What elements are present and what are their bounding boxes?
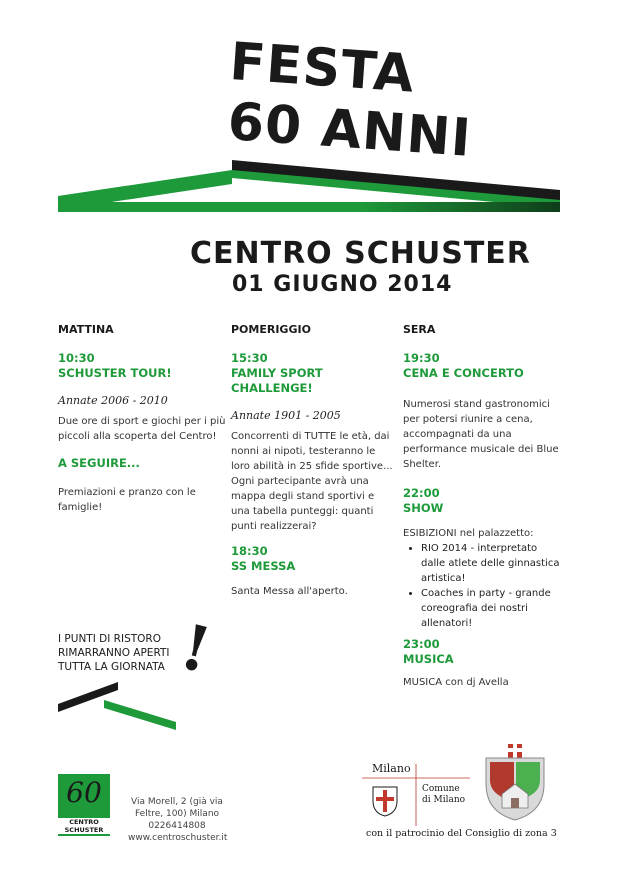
- comune-line: Comune: [422, 784, 460, 794]
- column-sera: [403, 322, 563, 690]
- event-time: 23:00: [403, 637, 440, 651]
- venue-name: CENTRO SCHUSTER: [190, 236, 531, 271]
- exclamation-mark: !: [173, 609, 218, 688]
- event-description: Due ore di sport e giochi per i più piccoli alla scoperta del Centro!: [58, 416, 226, 442]
- phone-number: 0226414808: [148, 821, 206, 831]
- age-range: Annate 1901 - 2005: [231, 409, 341, 422]
- roof-base: [58, 202, 560, 212]
- logo-number: 60: [66, 776, 102, 809]
- event-title: A SEGUIRE...: [58, 456, 140, 470]
- list-item: • RIO 2014 - interpretato dalle atlete delle ginnastica artistica!: [421, 541, 563, 586]
- column-pomeriggio: [231, 322, 396, 599]
- website-link[interactable]: www.centroschuster.it: [128, 833, 228, 843]
- logo-text: [58, 818, 110, 834]
- event-title: MUSICA: [403, 652, 454, 666]
- patrocinio-text: con il patrocinio del Consiglio di zona 3: [366, 828, 557, 839]
- comune-line: di Milano: [422, 795, 466, 805]
- column-mattina: [58, 322, 238, 515]
- event-title: CENA E CONCERTO: [403, 366, 524, 380]
- column-heading: POMERIGGIO: [231, 323, 311, 336]
- event-description: Numerosi stand gastronomici per potersi riunire a cena, accompagnati da una performance musicale dei Blue Shelter.: [403, 399, 559, 470]
- event-time: 22:00: [403, 486, 440, 500]
- event-time: 10:30: [58, 351, 95, 365]
- show-list: [403, 541, 563, 631]
- event-description: Concorrenti di TUTTE le età, dai nonni ai nipoti, testeranno le loro abilità in 25 sfide sportive...: [231, 431, 393, 472]
- list-item: • Coaches in party - grande coreografia dei nostri allenatori!: [421, 586, 563, 631]
- title-line-1: FESTA: [227, 32, 417, 105]
- event-description: MUSICA con dj Avella: [403, 677, 509, 688]
- title-line-2: 60 ANNI: [225, 92, 474, 169]
- comune-label: [422, 784, 465, 806]
- ristoro-line: I PUNTI DI RISTORO: [58, 633, 161, 645]
- age-range: Annate 2006 - 2010: [58, 394, 168, 407]
- ristoro-line: TUTTA LA GIORNATA: [58, 661, 165, 673]
- event-time: 19:30: [403, 351, 440, 365]
- event-description: Ogni partecipante avrà una mappa degli stand sportivi e una tabella punteggi: quanti punti realizzerai?: [231, 476, 375, 532]
- event-description: Santa Messa all'aperto.: [231, 586, 348, 597]
- logo-name-line: CENTRO: [69, 818, 99, 826]
- event-time: 15:30: [231, 351, 268, 365]
- event-title: SHOW: [403, 501, 444, 515]
- address-line: Feltre, 100) Milano: [134, 809, 220, 819]
- zona-3-crest-icon: [480, 742, 550, 824]
- event-date: 01 GIUGNO 2014: [232, 272, 453, 297]
- event-time: 18:30: [231, 544, 268, 558]
- roof-fragment-graphic: [0, 680, 200, 740]
- centro-schuster-logo: [58, 774, 110, 836]
- roof-graphic: [0, 0, 620, 230]
- event-title: FAMILY SPORT CHALLENGE!: [231, 366, 323, 395]
- fragment-green: [104, 700, 176, 730]
- event-title: SS MESSA: [231, 559, 296, 573]
- milano-crest-icon: [370, 784, 400, 818]
- milano-label: Milano: [372, 762, 411, 775]
- ristoro-line: RIMARRANNO APERTI: [58, 647, 170, 659]
- logo-name-line: SCHUSTER: [64, 826, 104, 834]
- address-block: [128, 796, 226, 844]
- ristoro-notice: [58, 632, 170, 674]
- address-line: Via Morell, 2 (già via: [131, 797, 223, 807]
- event-title: SCHUSTER TOUR!: [58, 366, 172, 380]
- event-description: Premiazioni e pranzo con le famiglie!: [58, 487, 196, 513]
- event-description: ESIBIZIONI nel palazzetto:: [403, 528, 534, 539]
- column-heading: SERA: [403, 323, 436, 336]
- column-heading: MATTINA: [58, 323, 114, 336]
